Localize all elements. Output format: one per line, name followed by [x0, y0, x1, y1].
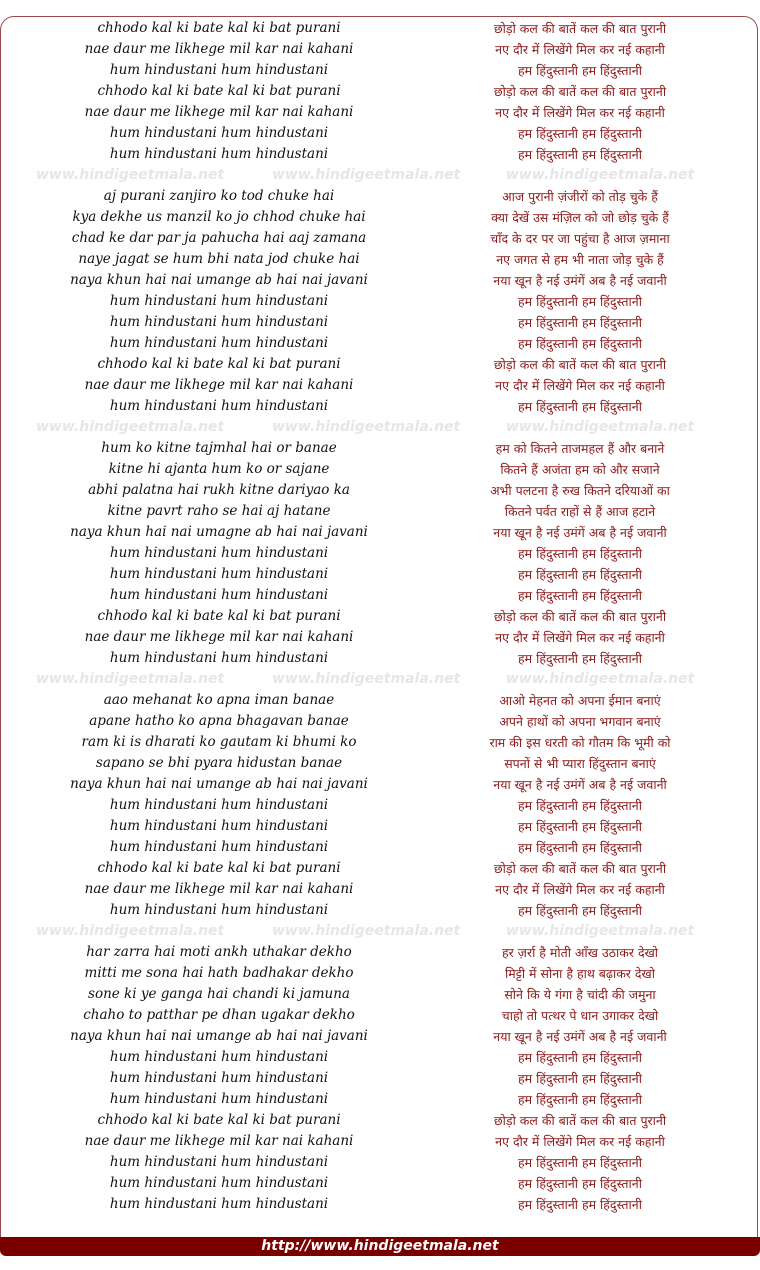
lyric-english: chhodo kal ki bate kal ki bat purani — [97, 608, 341, 624]
lyric-hindi: छोड़ो कल की बातें कल की बात पुरानी — [493, 1113, 667, 1128]
lyric-hindi: चाँद के दर पर जा पहुंचा है आज ज़माना — [490, 231, 670, 246]
lyric-hindi: नए दौर में लिखेंगे मिल कर नई कहानी — [495, 882, 665, 897]
lyric-line — [0, 291, 760, 312]
lyric-hindi: मिट्टी में सोना है हाथ बढ़ाकर देखो — [505, 966, 655, 981]
lyric-hindi: हम हिंदुस्तानी हम हिंदुस्तानी — [518, 567, 642, 582]
lyric-hindi: हम हिंदुस्तानी हम हिंदुस्तानी — [518, 1197, 642, 1212]
lyric-line — [0, 375, 760, 396]
lyric-english: hum hindustani hum hindustani — [109, 566, 329, 582]
lyric-hindi: छोड़ो कल की बातें कल की बात पुरानी — [493, 357, 667, 372]
lyric-line — [0, 39, 760, 60]
lyric-line — [0, 1047, 760, 1068]
lyrics-container — [0, 18, 760, 1215]
lyric-hindi: सपनों से भी प्यारा हिंदुस्तान बनाएं — [504, 756, 656, 771]
lyric-line — [0, 585, 760, 606]
lyric-line — [0, 1005, 760, 1026]
lyric-line — [0, 186, 760, 207]
lyric-english: hum hindustani hum hindustani — [109, 1070, 329, 1086]
lyric-english: nae daur me likhege mil kar nai kahani — [84, 377, 354, 393]
lyric-hindi: हम हिंदुस्तानी हम हिंदुस्तानी — [518, 294, 642, 309]
lyric-hindi: नया खून है नई उमंगें अब है नई जवानी — [493, 777, 667, 792]
lyric-line — [0, 648, 760, 669]
lyric-line — [0, 459, 760, 480]
lyric-english: hum hindustani hum hindustani — [109, 146, 329, 162]
lyric-line — [0, 837, 760, 858]
watermark-text: www.hindigeetmala.net — [272, 419, 461, 435]
site-url-link[interactable]: http://www.hindigeetmala.net — [261, 1238, 499, 1254]
lyric-english: nae daur me likhege mil kar nai kahani — [84, 41, 354, 57]
lyric-hindi: छोड़ो कल की बातें कल की बात पुरानी — [493, 84, 667, 99]
lyric-english: hum hindustani hum hindustani — [109, 587, 329, 603]
lyric-hindi: हम हिंदुस्तानी हम हिंदुस्तानी — [518, 1176, 642, 1191]
lyric-hindi: नया खून है नई उमंगें अब है नई जवानी — [493, 1029, 667, 1044]
lyric-line — [0, 606, 760, 627]
lyric-english: nae daur me likhege mil kar nai kahani — [84, 104, 354, 120]
lyric-english: chhodo kal ki bate kal ki bat purani — [97, 356, 341, 372]
watermark-text: www.hindigeetmala.net — [272, 167, 461, 183]
lyric-line — [0, 711, 760, 732]
watermark-row — [0, 417, 760, 438]
lyric-line — [0, 228, 760, 249]
lyric-english: mitti me sona hai hath badhakar dekho — [84, 965, 354, 981]
lyric-hindi: हम हिंदुस्तानी हम हिंदुस्तानी — [518, 1050, 642, 1065]
watermark-text: www.hindigeetmala.net — [506, 167, 695, 183]
lyric-line — [0, 249, 760, 270]
lyric-english: kya dekhe us manzil ko jo chhod chuke hai — [72, 209, 366, 225]
watermark-text: www.hindigeetmala.net — [36, 419, 225, 435]
lyric-line — [0, 627, 760, 648]
lyric-line — [0, 963, 760, 984]
lyric-hindi: हम हिंदुस्तानी हम हिंदुस्तानी — [518, 1071, 642, 1086]
lyric-line — [0, 270, 760, 291]
lyric-english: har zarra hai moti ankh uthakar dekho — [86, 944, 352, 960]
lyric-hindi: नए दौर में लिखेंगे मिल कर नई कहानी — [495, 42, 665, 57]
lyric-line — [0, 333, 760, 354]
lyric-line — [0, 354, 760, 375]
lyric-hindi: नए दौर में लिखेंगे मिल कर नई कहानी — [495, 378, 665, 393]
lyric-hindi: हम हिंदुस्तानी हम हिंदुस्तानी — [518, 840, 642, 855]
lyric-english: hum hindustani hum hindustani — [109, 1049, 329, 1065]
lyric-hindi: हम हिंदुस्तानी हम हिंदुस्तानी — [518, 336, 642, 351]
lyric-english: nae daur me likhege mil kar nai kahani — [84, 629, 354, 645]
lyric-english: sone ki ye ganga hai chandi ki jamuna — [88, 986, 350, 1002]
lyric-hindi: आज पुरानी ज़ंजीरों को तोड़ चुके हैं — [502, 189, 658, 204]
lyric-line — [0, 1194, 760, 1215]
lyric-line — [0, 900, 760, 921]
lyric-english: naya khun hai nai umange ab hai nai javani — [70, 1028, 368, 1044]
lyric-hindi: छोड़ो कल की बातें कल की बात पुरानी — [493, 609, 667, 624]
lyric-english: hum hindustani hum hindustani — [109, 398, 329, 414]
lyric-hindi: हम हिंदुस्तानी हम हिंदुस्तानी — [518, 126, 642, 141]
watermark-row — [0, 669, 760, 690]
lyric-hindi: कितने पर्वत राहों से हैं आज हटाने — [504, 504, 656, 519]
lyric-hindi: आओ मेहनत को अपना ईमान बनाएं — [499, 693, 661, 708]
lyric-hindi: कितने हैं अजंता हम को और सजाने — [500, 462, 660, 477]
lyric-english: hum hindustani hum hindustani — [109, 839, 329, 855]
watermark-text: www.hindigeetmala.net — [272, 671, 461, 687]
lyric-line — [0, 942, 760, 963]
lyric-line — [0, 18, 760, 39]
lyric-hindi: राम की इस धरती को गौतम कि भूमी को — [489, 735, 671, 750]
lyric-hindi: हम हिंदुस्तानी हम हिंदुस्तानी — [518, 399, 642, 414]
lyric-english: aj purani zanjiro ko tod chuke hai — [103, 188, 335, 204]
lyric-line — [0, 879, 760, 900]
lyric-english: naye jagat se hum bhi nata jod chuke hai — [78, 251, 360, 267]
lyric-line — [0, 144, 760, 165]
lyric-line — [0, 564, 760, 585]
lyric-english: hum hindustani hum hindustani — [109, 902, 329, 918]
watermark-text: www.hindigeetmala.net — [36, 167, 225, 183]
lyric-hindi: नए दौर में लिखेंगे मिल कर नई कहानी — [495, 105, 665, 120]
lyric-line — [0, 816, 760, 837]
lyric-hindi: छोड़ो कल की बातें कल की बात पुरानी — [493, 21, 667, 36]
lyric-hindi: हम हिंदुस्तानी हम हिंदुस्तानी — [518, 798, 642, 813]
lyric-english: kitne hi ajanta hum ko or sajane — [108, 461, 330, 477]
lyric-hindi: हम हिंदुस्तानी हम हिंदुस्तानी — [518, 819, 642, 834]
lyric-hindi: हम हिंदुस्तानी हम हिंदुस्तानी — [518, 903, 642, 918]
lyric-line — [0, 690, 760, 711]
lyric-hindi: हम हिंदुस्तानी हम हिंदुस्तानी — [518, 1155, 642, 1170]
lyric-english: hum hindustani hum hindustani — [109, 1091, 329, 1107]
lyric-line — [0, 501, 760, 522]
lyric-line — [0, 81, 760, 102]
lyric-english: hum hindustani hum hindustani — [109, 1175, 329, 1191]
lyric-hindi: नया खून है नई उमंगें अब है नई जवानी — [493, 273, 667, 288]
lyric-english: hum hindustani hum hindustani — [109, 314, 329, 330]
watermark-row — [0, 921, 760, 942]
lyric-english: abhi palatna hai rukh kitne dariyao ka — [88, 482, 350, 498]
lyric-line — [0, 543, 760, 564]
lyric-hindi: अपने हाथों को अपना भगवान बनाएं — [499, 714, 661, 729]
lyric-line — [0, 753, 760, 774]
lyric-english: naya khun hai nai umange ab hai nai javani — [70, 272, 368, 288]
lyric-english: chhodo kal ki bate kal ki bat purani — [97, 20, 341, 36]
lyric-hindi: छोड़ो कल की बातें कल की बात पुरानी — [493, 861, 667, 876]
lyric-english: hum hindustani hum hindustani — [109, 62, 329, 78]
lyric-english: hum ko kitne tajmhal hai or banae — [101, 440, 337, 456]
lyric-hindi: अभी पलटना है रुख कितने दरियाओं का — [490, 483, 670, 498]
watermark-row — [0, 165, 760, 186]
lyric-english: chhodo kal ki bate kal ki bat purani — [97, 860, 341, 876]
lyric-line — [0, 732, 760, 753]
watermark-text: www.hindigeetmala.net — [506, 923, 695, 939]
lyric-hindi: हर ज़र्रा है मोती आँख उठाकर देखो — [501, 945, 659, 960]
lyric-english: hum hindustani hum hindustani — [109, 797, 329, 813]
watermark-text: www.hindigeetmala.net — [506, 419, 695, 435]
lyric-english: kitne pavrt raho se hai aj hatane — [107, 503, 331, 519]
lyric-english: aao mehanat ko apna iman banae — [103, 692, 335, 708]
watermark-text: www.hindigeetmala.net — [506, 671, 695, 687]
lyric-line — [0, 102, 760, 123]
lyric-english: hum hindustani hum hindustani — [109, 545, 329, 561]
lyric-hindi: चाहो तो पत्थर पे धान उगाकर देखो — [501, 1008, 659, 1023]
lyric-english: chhodo kal ki bate kal ki bat purani — [97, 83, 341, 99]
lyric-line — [0, 438, 760, 459]
lyric-hindi: नए जगत से हम भी नाता जोड़ चुके हैं — [496, 252, 664, 267]
lyric-line — [0, 1110, 760, 1131]
lyric-line — [0, 312, 760, 333]
lyric-line — [0, 123, 760, 144]
lyric-hindi: हम हिंदुस्तानी हम हिंदुस्तानी — [518, 651, 642, 666]
lyric-english: ram ki is dharati ko gautam ki bhumi ko — [81, 734, 357, 750]
lyric-hindi: हम हिंदुस्तानी हम हिंदुस्तानी — [518, 1092, 642, 1107]
lyric-line — [0, 1131, 760, 1152]
lyric-line — [0, 858, 760, 879]
lyric-english: hum hindustani hum hindustani — [109, 1154, 329, 1170]
watermark-text: www.hindigeetmala.net — [36, 923, 225, 939]
watermark-text: www.hindigeetmala.net — [36, 671, 225, 687]
lyric-english: sapano se bhi pyara hidustan banae — [95, 755, 343, 771]
lyric-english: hum hindustani hum hindustani — [109, 1196, 329, 1212]
lyric-english: hum hindustani hum hindustani — [109, 293, 329, 309]
lyric-line — [0, 1173, 760, 1194]
lyric-english: chhodo kal ki bate kal ki bat purani — [97, 1112, 341, 1128]
lyric-line — [0, 396, 760, 417]
lyric-line — [0, 1068, 760, 1089]
lyric-line — [0, 480, 760, 501]
lyric-line — [0, 795, 760, 816]
lyric-line — [0, 774, 760, 795]
lyric-english: chaho to patthar pe dhan ugakar dekho — [83, 1007, 355, 1023]
lyric-english: naya khun hai nai umange ab hai nai javani — [70, 776, 368, 792]
lyric-hindi: क्या देखें उस मंज़िल को जो छोड़ चुके हैं — [491, 210, 669, 225]
footer-bar — [0, 1237, 760, 1256]
lyric-english: hum hindustani hum hindustani — [109, 818, 329, 834]
lyric-hindi: हम हिंदुस्तानी हम हिंदुस्तानी — [518, 147, 642, 162]
lyric-line — [0, 1089, 760, 1110]
lyric-line — [0, 1026, 760, 1047]
lyric-line — [0, 60, 760, 81]
lyric-english: hum hindustani hum hindustani — [109, 650, 329, 666]
lyric-hindi: नए दौर में लिखेंगे मिल कर नई कहानी — [495, 630, 665, 645]
lyric-english: chad ke dar par ja pahucha hai aaj zamana — [71, 230, 367, 246]
lyric-hindi: हम हिंदुस्तानी हम हिंदुस्तानी — [518, 546, 642, 561]
lyric-line — [0, 522, 760, 543]
watermark-text: www.hindigeetmala.net — [272, 923, 461, 939]
lyric-hindi: नए दौर में लिखेंगे मिल कर नई कहानी — [495, 1134, 665, 1149]
lyric-line — [0, 1152, 760, 1173]
lyric-hindi: हम हिंदुस्तानी हम हिंदुस्तानी — [518, 63, 642, 78]
lyric-hindi: हम को कितने ताजमहल हैं और बनाने — [495, 441, 665, 456]
lyric-english: hum hindustani hum hindustani — [109, 125, 329, 141]
lyric-english: nae daur me likhege mil kar nai kahani — [84, 881, 354, 897]
lyric-english: nae daur me likhege mil kar nai kahani — [84, 1133, 354, 1149]
lyric-english: naya khun hai nai umagne ab hai nai javani — [70, 524, 368, 540]
lyric-hindi: नया खून है नई उमंगें अब है नई जवानी — [493, 525, 667, 540]
lyric-hindi: हम हिंदुस्तानी हम हिंदुस्तानी — [518, 588, 642, 603]
lyric-hindi: हम हिंदुस्तानी हम हिंदुस्तानी — [518, 315, 642, 330]
lyric-hindi: सोने कि ये गंगा है चांदी की जमुना — [504, 987, 656, 1002]
lyric-english: hum hindustani hum hindustani — [109, 335, 329, 351]
lyric-english: apane hatho ko apna bhagavan banae — [89, 713, 349, 729]
lyric-line — [0, 984, 760, 1005]
lyric-line — [0, 207, 760, 228]
